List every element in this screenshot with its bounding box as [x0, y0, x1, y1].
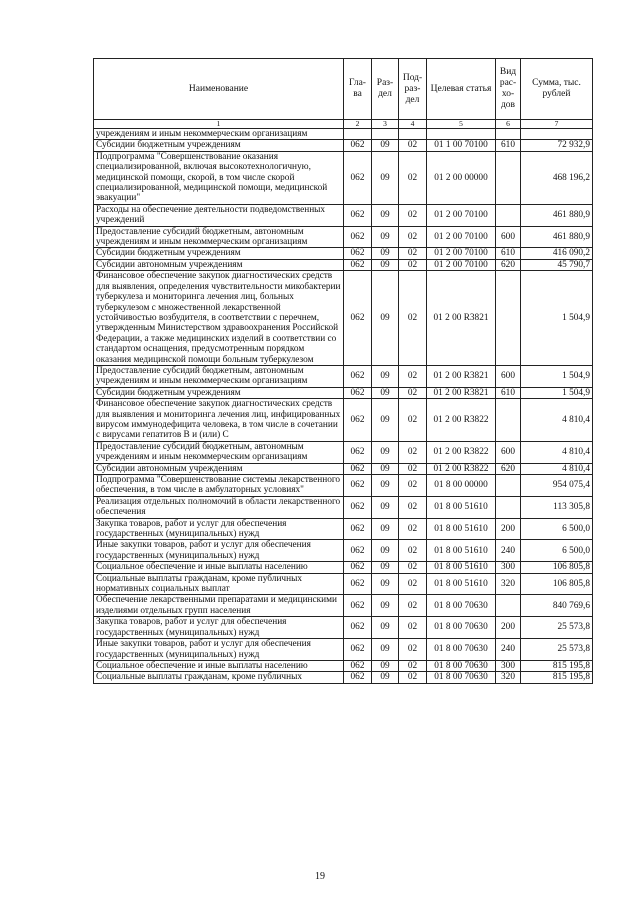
chapter-cell: 062: [344, 639, 372, 661]
expense-type-cell: 240: [496, 540, 521, 562]
row-name-cell: Иные закупки товаров, работ и услуг для обеспечения государственных (муниципальных) нужд: [94, 639, 344, 661]
row-name-cell: Субсидии автономным учреждениям: [94, 463, 344, 474]
row-name-cell: Закупка товаров, работ и услуг для обеспечения государственных (муниципальных) нужд: [94, 518, 344, 540]
subsection-cell: 02: [399, 518, 427, 540]
expense-type-cell: [496, 129, 521, 140]
row-name-cell: Субсидии автономным учреждениям: [94, 259, 344, 270]
row-name-cell: Субсидии бюджетным учреждениям: [94, 140, 344, 151]
target-code-cell: 01 2 00 R3822: [427, 399, 496, 442]
table-row: [94, 660, 593, 671]
expense-type-cell: 240: [496, 639, 521, 661]
amount-cell: 461 880,9: [521, 226, 593, 248]
section-cell: 09: [372, 672, 399, 683]
chapter-cell: 062: [344, 204, 372, 226]
expense-type-cell: 610: [496, 248, 521, 259]
amount-cell: 25 573,8: [521, 617, 593, 639]
budget-table: [93, 58, 593, 684]
expense-type-cell: 300: [496, 660, 521, 671]
table-row: [94, 595, 593, 617]
chapter-cell: [344, 129, 372, 140]
table-row: [94, 387, 593, 398]
subsection-cell: 02: [399, 387, 427, 398]
chapter-cell: 062: [344, 475, 372, 497]
chapter-cell: 062: [344, 573, 372, 595]
table-header-row: [94, 59, 593, 120]
column-number: 3: [372, 120, 399, 129]
target-code-cell: 01 8 00 70630: [427, 595, 496, 617]
column-number: 4: [399, 120, 427, 129]
section-cell: 09: [372, 617, 399, 639]
row-name-cell: Финансовое обеспечение закупок диагностических средств для выявления, определения чувствительности микобактерии туберкулеза и мониторинга лечения лиц, больных туберкулезом с множественной лекарственной устойчивостью возбудителя, в соответствии с перечнем, утвержденным Министерством здравоохранения Российской Федерации, а также медицинских изделий в соответствии со стандартом оснащения, предусмотренным порядком оказания медицинской помощи больным туберкулезом: [94, 271, 344, 366]
target-code-cell: 01 8 00 70630: [427, 672, 496, 683]
row-name-cell: Финансовое обеспечение закупок диагностических средств для выявления и мониторинга лечения лиц, инфицированных вирусом иммунодефицита человека, в том числе в сочетании с вирусами гепатитов B и (или) C: [94, 399, 344, 442]
chapter-cell: 062: [344, 496, 372, 518]
chapter-cell: 062: [344, 399, 372, 442]
subsection-cell: 02: [399, 672, 427, 683]
table-row: [94, 518, 593, 540]
target-code-cell: 01 8 00 51610: [427, 518, 496, 540]
row-name-cell: Реализация отдельных полномочий в области лекарственного обеспечения: [94, 496, 344, 518]
target-code-cell: 01 8 00 70630: [427, 660, 496, 671]
section-cell: 09: [372, 399, 399, 442]
subsection-cell: 02: [399, 496, 427, 518]
subsection-cell: 02: [399, 399, 427, 442]
section-cell: 09: [372, 271, 399, 366]
expense-type-cell: 600: [496, 226, 521, 248]
expense-type-cell: 300: [496, 562, 521, 573]
amount-cell: 113 305,8: [521, 496, 593, 518]
target-code-cell: [427, 129, 496, 140]
row-name-cell: Закупка товаров, работ и услуг для обеспечения государственных (муниципальных) нужд: [94, 617, 344, 639]
expense-type-cell: 610: [496, 387, 521, 398]
page-number: 19: [315, 871, 325, 882]
header-exp-type: Вид рас-хо-дов: [496, 59, 521, 120]
target-code-cell: 01 8 00 51610: [427, 496, 496, 518]
section-cell: 09: [372, 151, 399, 204]
header-section: Раз-дел: [372, 59, 399, 120]
expense-type-cell: 620: [496, 463, 521, 474]
section-cell: 09: [372, 387, 399, 398]
section-cell: 09: [372, 248, 399, 259]
chapter-cell: 062: [344, 672, 372, 683]
expense-type-cell: [496, 475, 521, 497]
table-row: [94, 617, 593, 639]
target-code-cell: 01 2 00 70100: [427, 226, 496, 248]
table-row: [94, 562, 593, 573]
amount-cell: 106 805,8: [521, 562, 593, 573]
expense-type-cell: [496, 204, 521, 226]
chapter-cell: 062: [344, 441, 372, 463]
amount-cell: 4 810,4: [521, 463, 593, 474]
row-name-cell: Обеспечение лекарственными препаратами и медицинскими изделиями отдельных групп населения: [94, 595, 344, 617]
section-cell: 09: [372, 140, 399, 151]
section-cell: 09: [372, 475, 399, 497]
chapter-cell: 062: [344, 259, 372, 270]
amount-cell: 4 810,4: [521, 441, 593, 463]
row-name-cell: Расходы на обеспечение деятельности подведомственных учреждений: [94, 204, 344, 226]
row-name-cell: Субсидии бюджетным учреждениям: [94, 387, 344, 398]
table-body: [94, 129, 593, 684]
subsection-cell: 02: [399, 540, 427, 562]
expense-type-cell: 200: [496, 518, 521, 540]
expense-type-cell: 320: [496, 672, 521, 683]
row-name-cell: Иные закупки товаров, работ и услуг для обеспечения государственных (муниципальных) нужд: [94, 540, 344, 562]
expense-type-cell: [496, 151, 521, 204]
header-amount: Сумма, тыс. рублей: [521, 59, 593, 120]
header-chapter: Гла-ва: [344, 59, 372, 120]
amount-cell: 1 504,9: [521, 387, 593, 398]
column-number: 7: [521, 120, 593, 129]
column-number: 1: [94, 120, 344, 129]
target-code-cell: 01 2 00 00000: [427, 151, 496, 204]
amount-cell: 416 090,2: [521, 248, 593, 259]
subsection-cell: 02: [399, 140, 427, 151]
expense-type-cell: 610: [496, 140, 521, 151]
subsection-cell: 02: [399, 595, 427, 617]
column-number: 2: [344, 120, 372, 129]
target-code-cell: 01 2 00 R3821: [427, 387, 496, 398]
chapter-cell: 062: [344, 540, 372, 562]
expense-type-cell: [496, 496, 521, 518]
expense-type-cell: [496, 595, 521, 617]
target-code-cell: 01 2 00 70100: [427, 259, 496, 270]
table-row: [94, 365, 593, 387]
table-row: [94, 271, 593, 366]
table-row: [94, 573, 593, 595]
amount-cell: 6 500,0: [521, 540, 593, 562]
table-row: [94, 639, 593, 661]
header-target: Целевая статья: [427, 59, 496, 120]
target-code-cell: 01 8 00 51610: [427, 562, 496, 573]
amount-cell: 461 880,9: [521, 204, 593, 226]
target-code-cell: 01 1 00 70100: [427, 140, 496, 151]
subsection-cell: 02: [399, 660, 427, 671]
amount-cell: 106 805,8: [521, 573, 593, 595]
chapter-cell: 062: [344, 562, 372, 573]
amount-cell: 840 769,6: [521, 595, 593, 617]
subsection-cell: 02: [399, 617, 427, 639]
row-name-cell: Подпрограмма "Совершенствование системы лекарственного обеспечения, в том числе в амбулаторных условиях": [94, 475, 344, 497]
section-cell: 09: [372, 463, 399, 474]
table-row: [94, 204, 593, 226]
section-cell: 09: [372, 540, 399, 562]
amount-cell: 1 504,9: [521, 271, 593, 366]
chapter-cell: 062: [344, 595, 372, 617]
table-row: [94, 672, 593, 683]
target-code-cell: 01 2 00 R3821: [427, 365, 496, 387]
chapter-cell: 062: [344, 463, 372, 474]
subsection-cell: 02: [399, 151, 427, 204]
chapter-cell: 062: [344, 140, 372, 151]
target-code-cell: 01 8 00 00000: [427, 475, 496, 497]
row-name-cell: Социальные выплаты гражданам, кроме публичных нормативных социальных выплат: [94, 573, 344, 595]
row-name-cell: Субсидии бюджетным учреждениям: [94, 248, 344, 259]
target-code-cell: 01 8 00 51610: [427, 540, 496, 562]
amount-cell: 25 573,8: [521, 639, 593, 661]
amount-cell: 815 195,8: [521, 660, 593, 671]
subsection-cell: [399, 129, 427, 140]
column-number: 5: [427, 120, 496, 129]
row-name-cell: Социальные выплаты гражданам, кроме публичных: [94, 672, 344, 683]
table-row: [94, 151, 593, 204]
row-name-cell: Социальное обеспечение и иные выплаты населению: [94, 562, 344, 573]
table-row: [94, 399, 593, 442]
expense-type-cell: 320: [496, 573, 521, 595]
header-name: Наименование: [94, 59, 344, 120]
section-cell: 09: [372, 259, 399, 270]
amount-cell: 815 195,8: [521, 672, 593, 683]
subsection-cell: 02: [399, 204, 427, 226]
chapter-cell: 062: [344, 660, 372, 671]
expense-type-cell: [496, 271, 521, 366]
chapter-cell: 062: [344, 387, 372, 398]
table-row: [94, 129, 593, 140]
chapter-cell: 062: [344, 617, 372, 639]
target-code-cell: 01 8 00 70630: [427, 639, 496, 661]
section-cell: 09: [372, 639, 399, 661]
expense-type-cell: [496, 399, 521, 442]
chapter-cell: 062: [344, 271, 372, 366]
chapter-cell: 062: [344, 365, 372, 387]
table-row: [94, 140, 593, 151]
target-code-cell: 01 2 00 R3822: [427, 463, 496, 474]
section-cell: 09: [372, 518, 399, 540]
subsection-cell: 02: [399, 259, 427, 270]
amount-cell: 4 810,4: [521, 399, 593, 442]
amount-cell: [521, 129, 593, 140]
amount-cell: 468 196,2: [521, 151, 593, 204]
amount-cell: 1 504,9: [521, 365, 593, 387]
subsection-cell: 02: [399, 463, 427, 474]
amount-cell: 72 932,9: [521, 140, 593, 151]
target-code-cell: 01 2 00 70100: [427, 204, 496, 226]
chapter-cell: 062: [344, 248, 372, 259]
subsection-cell: 02: [399, 226, 427, 248]
target-code-cell: 01 2 00 70100: [427, 248, 496, 259]
row-name-cell: Предоставление субсидий бюджетным, автономным учреждениям и иным некоммерческим организациям: [94, 226, 344, 248]
section-cell: 09: [372, 441, 399, 463]
amount-cell: 6 500,0: [521, 518, 593, 540]
table-row: [94, 226, 593, 248]
chapter-cell: 062: [344, 226, 372, 248]
table-row: [94, 475, 593, 497]
subsection-cell: 02: [399, 562, 427, 573]
subsection-cell: 02: [399, 475, 427, 497]
expense-type-cell: 600: [496, 441, 521, 463]
header-subsection: Под-раз-дел: [399, 59, 427, 120]
section-cell: 09: [372, 365, 399, 387]
section-cell: 09: [372, 573, 399, 595]
subsection-cell: 02: [399, 248, 427, 259]
table-row: [94, 496, 593, 518]
subsection-cell: 02: [399, 441, 427, 463]
row-name-cell: учреждениям и иным некоммерческим организациям: [94, 129, 344, 140]
table-row: [94, 463, 593, 474]
chapter-cell: 062: [344, 518, 372, 540]
row-name-cell: Подпрограмма "Совершенствование оказания специализированной, включая высокотехнологичную, медицинской помощи, скорой, в том числе скорой специализированной, медицинской помощи, медицинской эвакуации": [94, 151, 344, 204]
target-code-cell: 01 2 00 R3822: [427, 441, 496, 463]
section-cell: 09: [372, 204, 399, 226]
table-row: [94, 441, 593, 463]
table-row: [94, 248, 593, 259]
subsection-cell: 02: [399, 365, 427, 387]
column-number: 6: [496, 120, 521, 129]
column-number-row: [94, 120, 593, 129]
expense-type-cell: 600: [496, 365, 521, 387]
expense-type-cell: 200: [496, 617, 521, 639]
target-code-cell: 01 8 00 70630: [427, 617, 496, 639]
section-cell: [372, 129, 399, 140]
expense-type-cell: 620: [496, 259, 521, 270]
chapter-cell: 062: [344, 151, 372, 204]
subsection-cell: 02: [399, 271, 427, 366]
target-code-cell: 01 2 00 R3821: [427, 271, 496, 366]
section-cell: 09: [372, 595, 399, 617]
row-name-cell: Социальное обеспечение и иные выплаты населению: [94, 660, 344, 671]
section-cell: 09: [372, 226, 399, 248]
amount-cell: 954 075,4: [521, 475, 593, 497]
row-name-cell: Предоставление субсидий бюджетным, автономным учреждениям и иным некоммерческим организациям: [94, 441, 344, 463]
table-row: [94, 259, 593, 270]
section-cell: 09: [372, 496, 399, 518]
table-row: [94, 540, 593, 562]
target-code-cell: 01 8 00 51610: [427, 573, 496, 595]
row-name-cell: Предоставление субсидий бюджетным, автономным учреждениям и иным некоммерческим организациям: [94, 365, 344, 387]
section-cell: 09: [372, 562, 399, 573]
subsection-cell: 02: [399, 573, 427, 595]
section-cell: 09: [372, 660, 399, 671]
subsection-cell: 02: [399, 639, 427, 661]
amount-cell: 45 790,7: [521, 259, 593, 270]
